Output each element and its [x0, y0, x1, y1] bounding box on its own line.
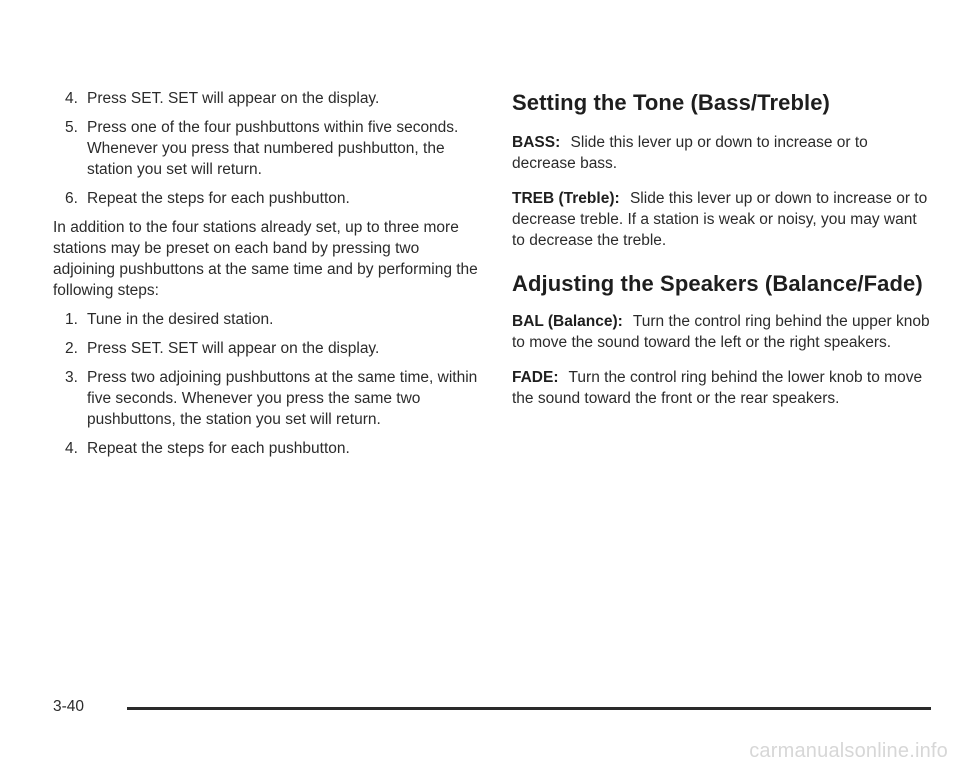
list-item — [53, 188, 485, 209]
treble-text: Slide this lever up or down to increase or to decrease treble. If a station is weak or noisy, you may want to decrease the treble. — [512, 190, 928, 249]
list-item — [53, 338, 485, 359]
page-number: 3-40 — [53, 698, 85, 715]
left-column — [53, 88, 485, 467]
list-item — [53, 117, 485, 180]
step-text: Repeat the steps for each pushbutton. — [87, 440, 350, 457]
step-number: 3. — [65, 369, 78, 386]
fade-paragraph — [512, 367, 932, 409]
bass-text: Slide this lever up or down to increase or to decrease bass. — [512, 134, 868, 172]
fade-text: Turn the control ring behind the lower knob to move the sound toward the front or the rear speakers. — [512, 369, 923, 407]
treble-term: TREB (Treble): — [512, 190, 620, 207]
watermark-text: carmanualsonline.info — [749, 740, 948, 762]
step-number: 6. — [65, 190, 78, 207]
steps-list-2 — [53, 309, 485, 459]
fade-term: FADE: — [512, 369, 559, 386]
list-item — [53, 367, 485, 430]
balance-paragraph — [512, 311, 932, 353]
bass-term: BASS: — [512, 134, 561, 151]
treble-paragraph — [512, 188, 932, 251]
step-text: Tune in the desired station. — [87, 311, 274, 328]
step-text: Repeat the steps for each pushbutton. — [87, 190, 350, 207]
section-heading-tone: Setting the Tone (Bass/Treble) — [512, 90, 830, 115]
list-item — [53, 438, 485, 459]
step-number: 1. — [65, 311, 78, 328]
footer-rule — [127, 707, 931, 710]
step-number: 5. — [65, 119, 78, 136]
step-number: 4. — [65, 90, 78, 107]
step-number: 2. — [65, 340, 78, 357]
right-column — [512, 88, 932, 423]
balance-text: Turn the control ring behind the upper knob to move the sound toward the left or the right speakers. — [512, 313, 930, 351]
list-item — [53, 309, 485, 330]
intro-paragraph: In addition to the four stations already set, up to three more stations may be preset on each band by pressing two adjoining pushbuttons at the same time and by performing the following steps: — [53, 219, 478, 299]
step-text: Press SET. SET will appear on the display. — [87, 340, 380, 357]
step-number: 4. — [65, 440, 78, 457]
step-text: Press one of the four pushbuttons within five seconds. Whenever you press that numbered pushbutton, the station you set will return. — [87, 119, 459, 178]
balance-term: BAL (Balance): — [512, 313, 623, 330]
list-item — [53, 88, 485, 109]
steps-list-1 — [53, 88, 485, 209]
section-heading-speakers: Adjusting the Speakers (Balance/Fade) — [512, 271, 923, 296]
step-text: Press SET. SET will appear on the display. — [87, 90, 380, 107]
step-text: Press two adjoining pushbuttons at the same time, within five seconds. Whenever you press the same two pushbuttons, the station you set will return. — [87, 369, 478, 428]
bass-paragraph — [512, 132, 932, 174]
